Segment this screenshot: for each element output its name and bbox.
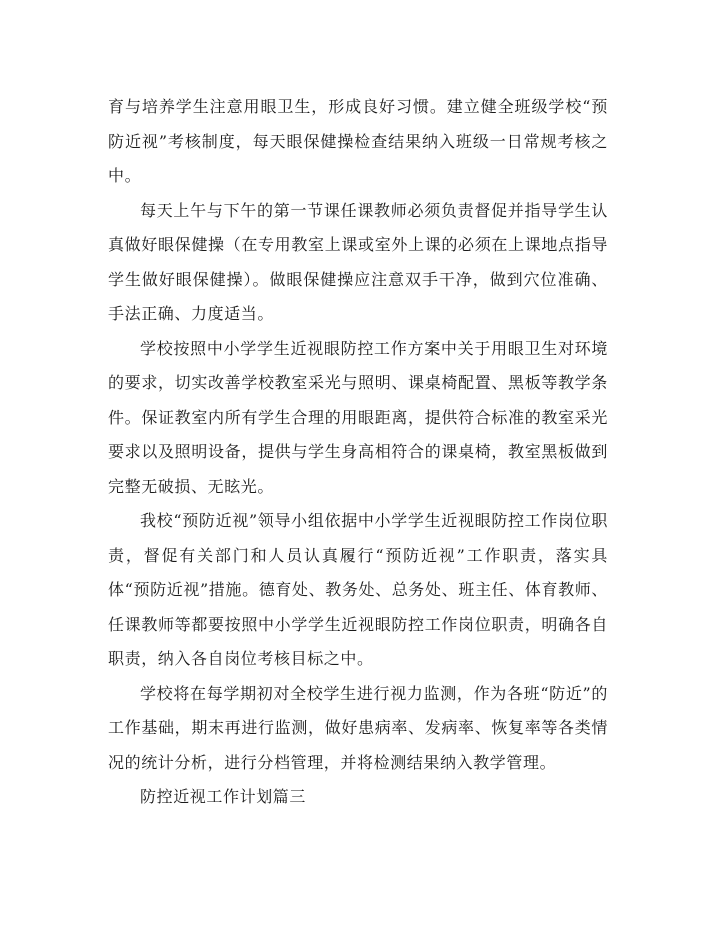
paragraph-2: 每天上午与下午的第一节课任课教师必须负责督促并指导学生认真做好眼保健操（在专用教室上课或室外上课的必须在上课地点指导学生做好眼保健操）。做眼保健操应注意双手干净，做到穴位准确、手法正确、力度适当。 [108,200,608,323]
paragraph-1: 育与培养学生注意用眼卫生，形成良好习惯。建立健全班级学校“预防近视”考核制度，每天眼保健操检查结果纳入班级一日常规考核之中。 [108,97,608,185]
section-heading: 防控近视工作计划篇三 [140,787,307,806]
paragraph-3: 学校按照中小学学生近视眼防控工作方案中关于用眼卫生对环境的要求，切实改善学校教室采光与照明、课桌椅配置、黑板等教学条件。保证教室内所有学生合理的用眼距离，提供符合标准的教室采光要求以及照明设备，提供与学生身高相符合的课桌椅，教室黑板做到完整无破损、无眩光。 [108,338,608,496]
paragraph-4: 我校“预防近视”领导小组依据中小学学生近视眼防控工作岗位职责，督促有关部门和人员认真履行“预防近视”工作职责，落实具体“预防近视”措施。德育处、教务处、总务处、班主任、体育教师、任课教师等都要按照中小学学生近视眼防控工作岗位职责，明确各自职责，纳入各自岗位考核目标之中。 [108,511,608,668]
document-body [108,90,608,815]
paragraph-5: 学校将在每学期初对全校学生进行视力监测，作为各班“防近”的工作基础，期末再进行监测，做好患病率、发病率、恢复率等各类情况的统计分析，进行分档管理，并将检测结果纳入教学管理。 [108,683,608,772]
